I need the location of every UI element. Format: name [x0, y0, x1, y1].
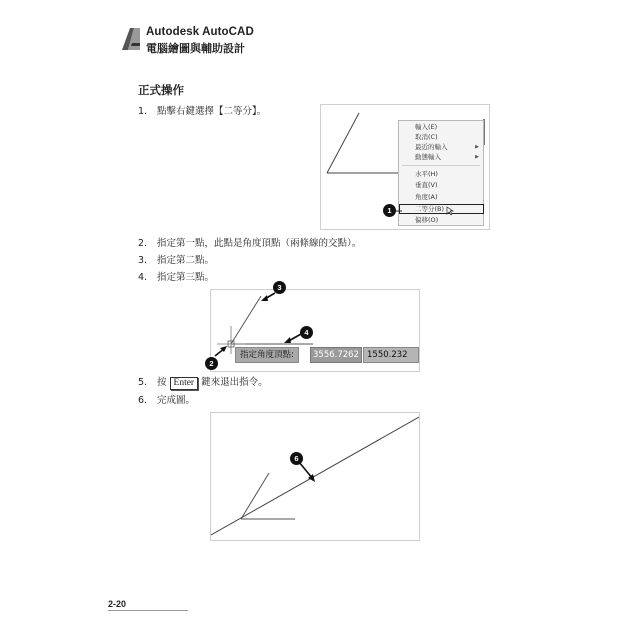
- submenu-arrow-icon: ▶: [475, 154, 479, 160]
- step-text: 鍵來退出指令。: [201, 377, 268, 388]
- step-5: [138, 377, 268, 390]
- autocad-a-logo-icon: [120, 27, 142, 51]
- callout-badge-3: 3: [273, 281, 286, 294]
- menu-item-enter[interactable]: 輸入(E): [415, 123, 438, 131]
- footer-rule: [108, 610, 188, 611]
- menu-item-dynamic-input[interactable]: 動態輸入: [415, 153, 441, 161]
- callout-badge-4: 4: [300, 326, 313, 339]
- step-text: 指定第三點。: [157, 272, 215, 283]
- step-text: 指定第二點。: [157, 255, 215, 266]
- book-subtitle: 電腦繪圖與輔助設計: [146, 42, 245, 55]
- mouse-cursor-icon: [446, 206, 454, 216]
- step-number: 3.: [138, 255, 148, 266]
- step-1: [138, 106, 266, 118]
- context-menu[interactable]: [398, 120, 484, 226]
- menu-separator: [402, 165, 480, 166]
- step-number: 2.: [138, 238, 148, 249]
- menu-item-offset[interactable]: 偏移(O): [415, 216, 439, 224]
- menu-item-bisect[interactable]: 二等分(B): [415, 205, 445, 213]
- step-text: 點擊右鍵選擇【二等分】。: [157, 106, 267, 117]
- step-text: 按: [157, 377, 167, 388]
- step-number: 1.: [138, 106, 148, 117]
- step-4: [138, 272, 214, 284]
- menu-item-horizontal[interactable]: 水平(H): [415, 170, 438, 178]
- enter-key: Enter: [170, 377, 199, 390]
- step-2: [138, 238, 361, 250]
- dynamic-input-y-field[interactable]: 1550.232: [363, 347, 419, 363]
- menu-item-angle[interactable]: 角度(A): [415, 193, 438, 201]
- brand-title: Autodesk AutoCAD: [146, 26, 254, 38]
- menu-item-recent-input[interactable]: 最近的輸入: [415, 143, 448, 151]
- dynamic-input-prompt: 指定角度頂點:: [235, 347, 299, 363]
- bisected-angle-drawing: [211, 413, 419, 540]
- step-number: 6.: [138, 395, 148, 406]
- step-number: 5.: [138, 377, 148, 388]
- callout-pointer: [396, 208, 402, 214]
- step-number: 4.: [138, 272, 148, 283]
- menu-item-cancel[interactable]: 取消(C): [415, 133, 438, 141]
- callout-badge-6: 6: [290, 452, 303, 465]
- submenu-arrow-icon: ▶: [475, 144, 479, 150]
- section-title: 正式操作: [138, 83, 184, 97]
- step-text: 指定第一點，此點是角度頂點（兩條線的交點）。: [157, 238, 362, 249]
- figure-result: [210, 412, 420, 541]
- step-3: [138, 255, 214, 267]
- menu-item-vertical[interactable]: 垂直(V): [415, 181, 438, 189]
- page-number: 2-20: [108, 599, 127, 609]
- step-6: [138, 395, 195, 407]
- callout-badge-1: 1: [383, 204, 396, 217]
- dynamic-input-x-field[interactable]: 3556.7262: [310, 347, 362, 363]
- step-text: 完成圖。: [157, 395, 196, 406]
- callout-badge-2: 2: [205, 357, 218, 370]
